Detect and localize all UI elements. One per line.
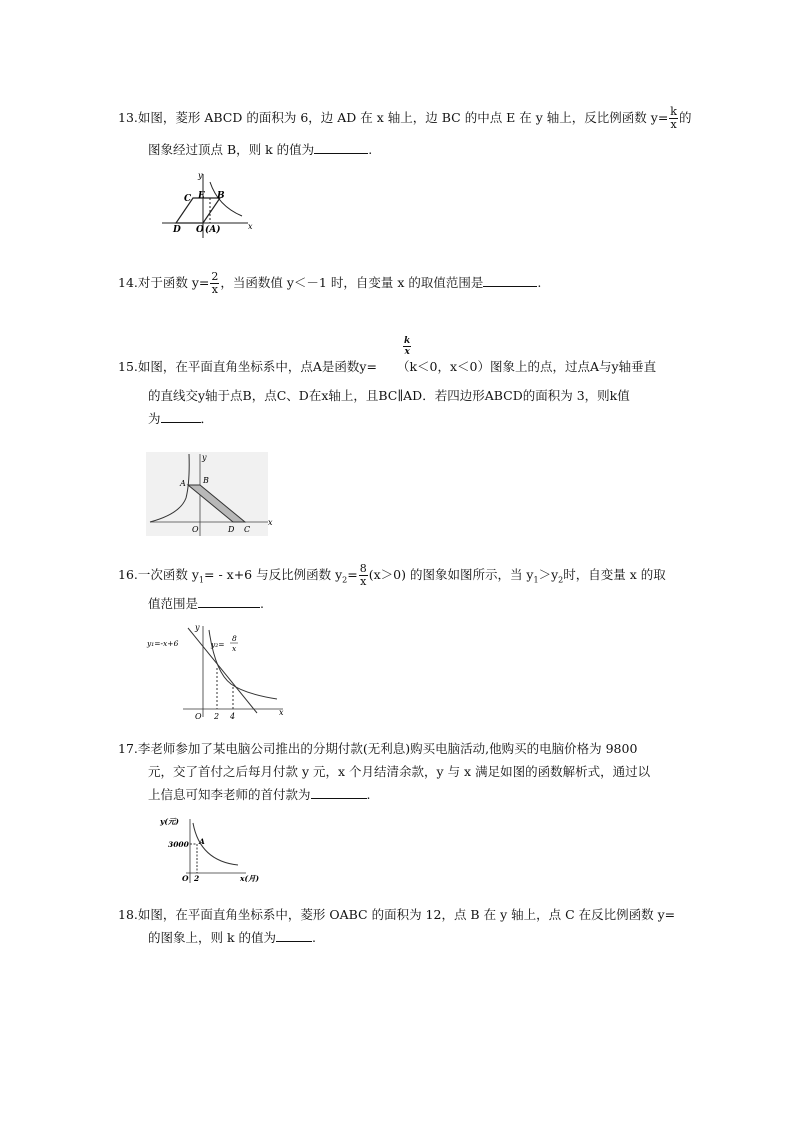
q16-answer-blank[interactable]: [198, 595, 260, 608]
q17-answer-blank[interactable]: [311, 786, 367, 799]
q13-figure: [160, 170, 260, 240]
q14-text-b: ，当函数值 y＜－1 时，自变量 x 的取值范围是: [220, 275, 484, 290]
q16-line2: [148, 594, 264, 612]
q13-period: .: [368, 142, 373, 157]
q18-text-2: 的图象上，则 k 的值为: [148, 930, 277, 945]
q13-label-C: C: [184, 194, 192, 204]
q17-figure: [160, 813, 270, 888]
q17-line2: [148, 762, 650, 780]
q18-period: .: [312, 930, 317, 945]
q16-curve-label: y₂=: [211, 640, 225, 649]
q13-label-A: (A): [205, 225, 221, 235]
q16-fraction: [359, 563, 368, 588]
q13-label-B: B: [217, 191, 225, 201]
q15-text-2: 的直线交y轴于点B，点C、D在x轴上，且BC∥AD．若四边形ABCD的面积为 3，则k值: [148, 388, 630, 403]
q16-sub3: 1: [533, 575, 539, 585]
q15-label-C: C: [244, 525, 251, 534]
q13-fraction: [669, 106, 678, 131]
q13-line2: [148, 140, 372, 158]
q17-line1: [118, 739, 637, 757]
q16-line-label: y₁=-x+6: [147, 639, 179, 648]
q15-label-D: D: [228, 525, 235, 534]
q13-frac-num: k: [670, 105, 677, 118]
q17-text-3: 上信息可知李老师的首付款为: [148, 787, 311, 802]
q16-frac-den: x: [360, 575, 367, 588]
q17-label-3000: 3000: [168, 840, 189, 849]
q15-answer-blank[interactable]: [161, 410, 201, 423]
q14-fraction: [210, 271, 219, 296]
q17-label-x: x(月): [240, 874, 260, 883]
q16-curve-den: x: [232, 644, 237, 653]
q18-line1: [118, 905, 675, 923]
q15-line1: [118, 357, 656, 375]
q14-answer-blank[interactable]: [483, 274, 537, 287]
q15-fraction: [403, 336, 411, 357]
q16-frac-num: 8: [359, 562, 367, 575]
q15-text-b: （k＜0，x＜0）图象上的点，过点A与y轴垂直: [396, 359, 657, 374]
q15-period: ．: [200, 411, 214, 426]
q13-label-x: x: [248, 222, 253, 231]
q16-label-O: O: [195, 712, 202, 721]
q16-text-e: ＞y: [538, 567, 559, 582]
q16-text-a: 16.一次函数 y: [118, 567, 199, 582]
q13-text-2: 图象经过顶点 B，则 k 的值为: [148, 142, 315, 157]
q18-line2: [148, 928, 316, 946]
q14-line1: [118, 271, 541, 296]
q17-period: .: [366, 787, 371, 802]
q13-text-b: 的: [678, 110, 692, 125]
q17-line3: [148, 785, 371, 803]
q13-curve: [210, 182, 242, 216]
q17-label-y: y(元): [160, 817, 179, 826]
q16-period: .: [260, 596, 264, 611]
q15-line3: [148, 409, 213, 427]
q17-text-2: 元，交了首付之后每月付款 y 元，x 个月结清余款，y 与 x 满足如图的函数解析式，通过以: [148, 764, 651, 779]
q15-label-y: y: [202, 453, 207, 462]
q16-sub1: 1: [198, 575, 205, 585]
q13-label-O: O: [196, 225, 204, 235]
q16-sub2: 2: [342, 575, 348, 585]
q16-line1: [118, 563, 666, 588]
q15-text-3: 为: [148, 411, 161, 426]
q14-frac-den: x: [211, 283, 218, 296]
q13-label-D: D: [173, 225, 181, 235]
q18-text-1: 18.如图，在平面直角坐标系中，菱形 OABC 的面积为 12，点 B 在 y 轴上，点 C 在反比例函数 y=: [118, 907, 676, 922]
q16-text-f: 时，自变量 x 的取: [563, 567, 666, 582]
q16-text-b: = - x+6 与反比例函数 y: [204, 567, 343, 582]
q15-line2: [148, 386, 630, 404]
q17-label-A: A: [199, 837, 205, 846]
q16-tick-4: 4: [230, 712, 236, 721]
q16-sub4: 2: [558, 575, 564, 585]
q13-label-y: y: [198, 171, 203, 180]
q18-answer-blank[interactable]: [276, 929, 312, 942]
q17-label-O: O: [182, 874, 189, 883]
q15-frac-num: k: [404, 336, 411, 346]
q16-figure: [145, 622, 295, 722]
q13-frac-den: x: [670, 118, 677, 131]
q16-label-x: x: [279, 708, 284, 717]
q15-label-x: x: [268, 518, 273, 527]
q14-period: .: [537, 275, 542, 290]
q13-label-E: E: [198, 191, 205, 201]
q14-frac-num: 2: [211, 270, 219, 283]
q16-tick-2: 2: [214, 712, 220, 721]
q13-answer-blank[interactable]: [314, 141, 368, 154]
q17-tick-2: 2: [194, 874, 200, 883]
q15-figure: [146, 452, 276, 537]
q15-label-O: O: [192, 525, 199, 534]
q17-text-1: 17.李老师参加了某电脑公司推出的分期付款(无利息)购买电脑活动,他购买的电脑价格为 9800: [118, 741, 638, 756]
q15-fraction-above: [402, 336, 412, 357]
q16-text-d: (x＞0) 的图象如图所示，当 y: [368, 567, 534, 582]
q14-text-a: 14.对于函数 y=: [118, 275, 210, 290]
q16-label-y: y: [195, 623, 200, 632]
q16-text-c: =: [347, 567, 358, 582]
q15-text-a: 15.如图，在平面直角坐标系中，点A是函数y=: [118, 359, 377, 374]
q13-line1: [118, 106, 691, 131]
q16-text-2: 值范围是: [148, 596, 199, 611]
q15-frac-den: x: [404, 347, 410, 357]
q13-text-a: 13.如图，菱形 ABCD 的面积为 6，边 AD 在 x 轴上，边 BC 的中点 E 在 y 轴上，反比例函数 y=: [118, 110, 669, 125]
q16-curve-num: 8: [232, 634, 237, 643]
q15-label-B: B: [203, 476, 209, 485]
q13-rhombus: [176, 198, 220, 223]
q15-label-A: A: [180, 479, 186, 488]
